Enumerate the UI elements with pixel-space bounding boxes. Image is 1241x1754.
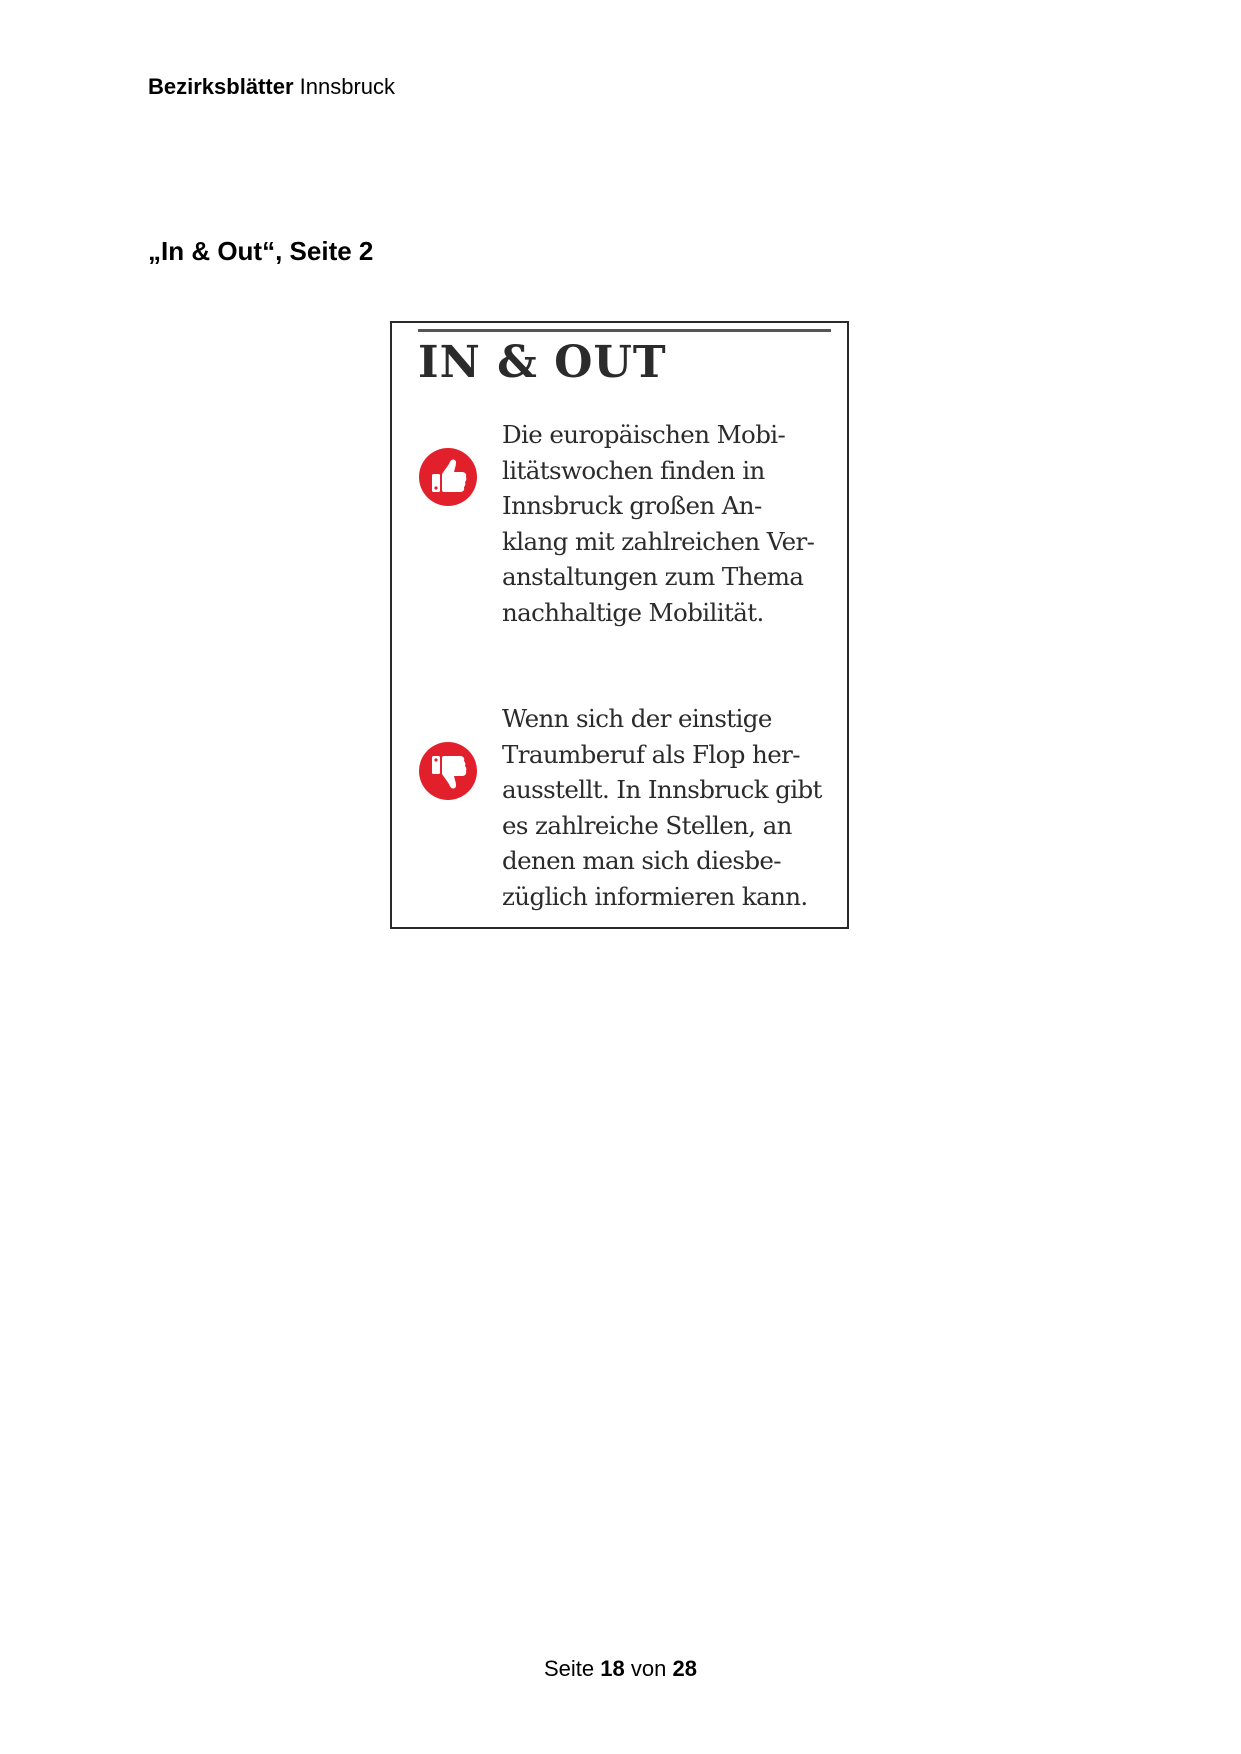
out-line-5: denen man sich diesbe- [502, 846, 781, 875]
page-header [148, 74, 395, 100]
out-line-1: Wenn sich der einstige [502, 704, 772, 733]
out-line-3: ausstellt. In Innsbruck gibt [502, 775, 822, 804]
out-line-2: Traumberuf als Flop her- [502, 739, 800, 769]
thumbs-up-icon [418, 447, 478, 507]
in-line-5: anstaltungen zum Thema [502, 562, 804, 591]
publication-location: Innsbruck [299, 74, 396, 99]
in-item-text [502, 417, 842, 630]
footer-current-page: 18 [600, 1656, 625, 1681]
footer-middle: von [630, 1656, 667, 1681]
out-line-4: es zahlreiche Stellen, an [502, 810, 792, 840]
section-title: „In & Out“, Seite 2 [148, 236, 374, 266]
footer-total-pages: 28 [672, 1656, 697, 1681]
clipping-top-rule [418, 329, 831, 332]
in-line-6: nachhaltige Mobilität. [502, 597, 764, 627]
footer-prefix: Seite [544, 1656, 595, 1681]
in-line-2: litätswochen finden in [502, 455, 765, 485]
out-item-text [502, 701, 842, 914]
newspaper-clipping [390, 321, 849, 929]
in-line-4: klang mit zahlreichen Ver- [502, 526, 815, 556]
in-line-1: Die europäischen Mobi- [502, 420, 786, 449]
publication-name: Bezirksblätter [148, 74, 294, 99]
page-footer [0, 1656, 1241, 1682]
out-line-6: züglich informieren kann. [502, 881, 808, 911]
in-line-3: Innsbruck großen An- [502, 491, 762, 520]
thumbs-down-icon [418, 741, 478, 801]
clipping-title: IN & OUT [418, 337, 667, 388]
